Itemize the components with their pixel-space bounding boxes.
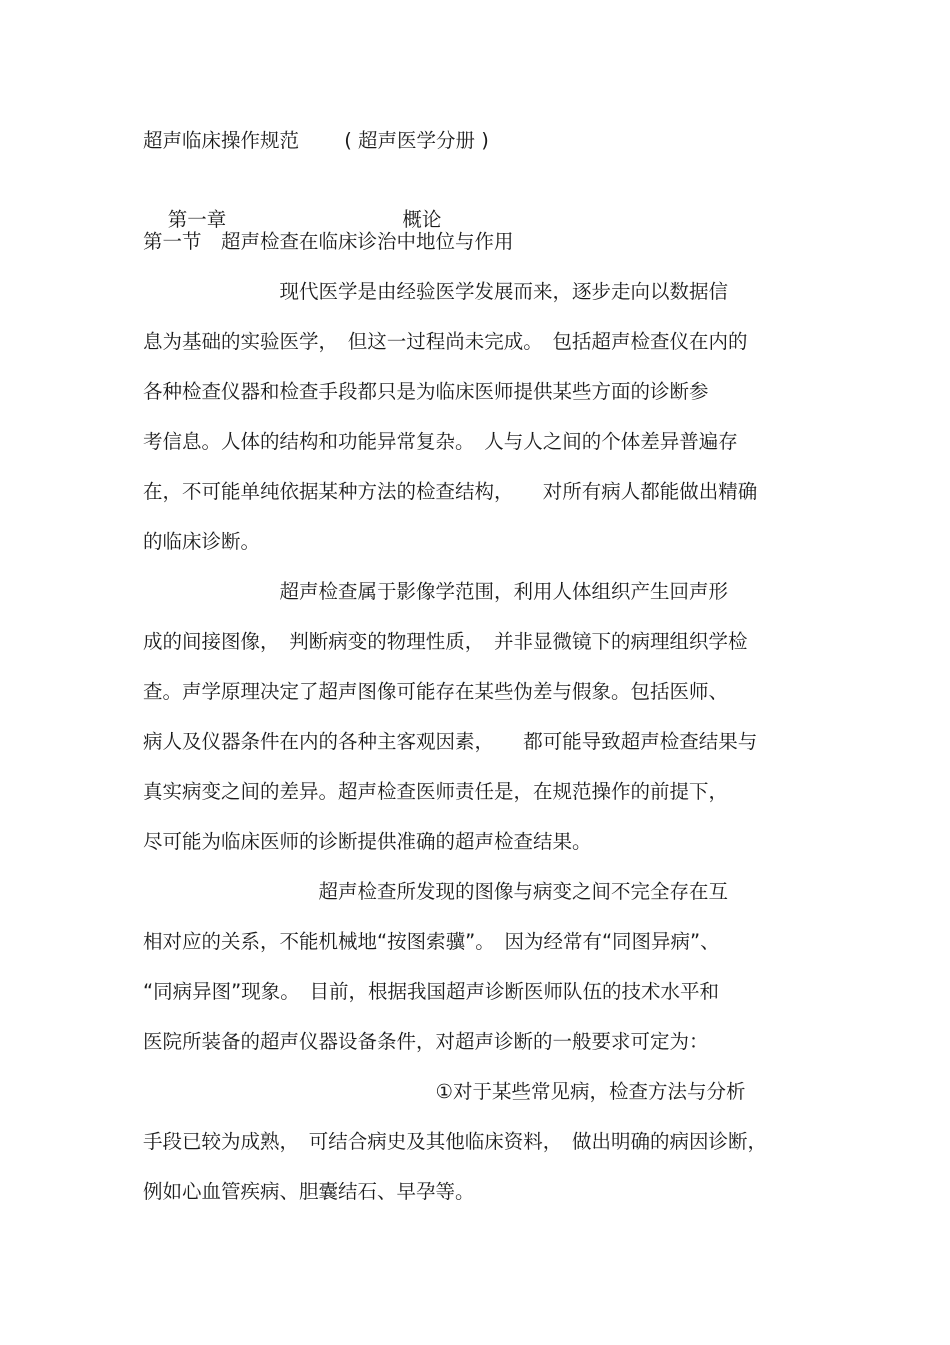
paragraph-2-line-1: 超声检查属于影像学范围，利用人体组织产生回声形: [143, 580, 729, 603]
paragraph-1-line-5: 在，不可能单纯依据某种方法的检查结构， 对所有病人都能做出精确: [143, 480, 758, 503]
chapter-label: 第一章: [167, 208, 227, 231]
paragraph-2-line-4: 病人及仪器条件在内的各种主客观因素， 都可能导致超声检查结果与: [143, 730, 758, 753]
paragraph-3-line-4: 医院所装备的超声仪器设备条件，对超声诊断的一般要求可定为：: [143, 1030, 709, 1053]
paragraph-2-line-5: 真实病变之间的差异。超声检查医师责任是，在规范操作的前提下，: [143, 780, 729, 803]
paragraph-1-line-6: 的临床诊断。: [143, 530, 261, 553]
section-heading: 第一节 超声检查在临床诊治中地位与作用: [143, 230, 514, 253]
paragraph-2-line-3: 查。声学原理决定了超声图像可能存在某些伪差与假象。包括医师、: [143, 680, 729, 703]
paragraph-2-line-6: 尽可能为临床医师的诊断提供准确的超声检查结果。: [143, 830, 592, 853]
chapter-name: 概论: [402, 208, 442, 231]
paragraph-1-line-2: 息为基础的实验医学， 但这一过程尚未完成。 包括超声检查仪在内的: [143, 330, 748, 353]
paragraph-4-line-1: ①对于某些常见病，检查方法与分析: [143, 1080, 746, 1103]
paragraph-3-line-3: “同病异图”现象。 目前，根据我国超声诊断医师队伍的技术水平和: [143, 980, 719, 1003]
paragraph-1-line-4: 考信息。人体的结构和功能异常复杂。 人与人之间的个体差异普遍存: [143, 430, 738, 453]
document-title: 超声临床操作规范 ( 超声医学分册 ): [143, 129, 489, 152]
paragraph-4-line-2: 手段已较为成熟， 可结合病史及其他临床资料， 做出明确的病因诊断，: [143, 1130, 768, 1153]
paragraph-4-line-3: 例如心血管疾病、胆囊结石、早孕等。: [143, 1180, 475, 1203]
paragraph-1-line-1: 现代医学是由经验医学发展而来，逐步走向以数据信: [143, 280, 729, 303]
paragraph-1-line-3: 各种检查仪器和检查手段都只是为临床医师提供某些方面的诊断参: [143, 380, 709, 403]
paragraph-2-line-2: 成的间接图像， 判断病变的物理性质， 并非显微镜下的病理组织学检: [143, 630, 748, 653]
paragraph-3-line-1: 超声检查所发现的图像与病变之间不完全存在互: [143, 880, 729, 903]
paragraph-3-line-2: 相对应的关系，不能机械地“按图索骥”。 因为经常有“同图异病”、: [143, 930, 720, 953]
